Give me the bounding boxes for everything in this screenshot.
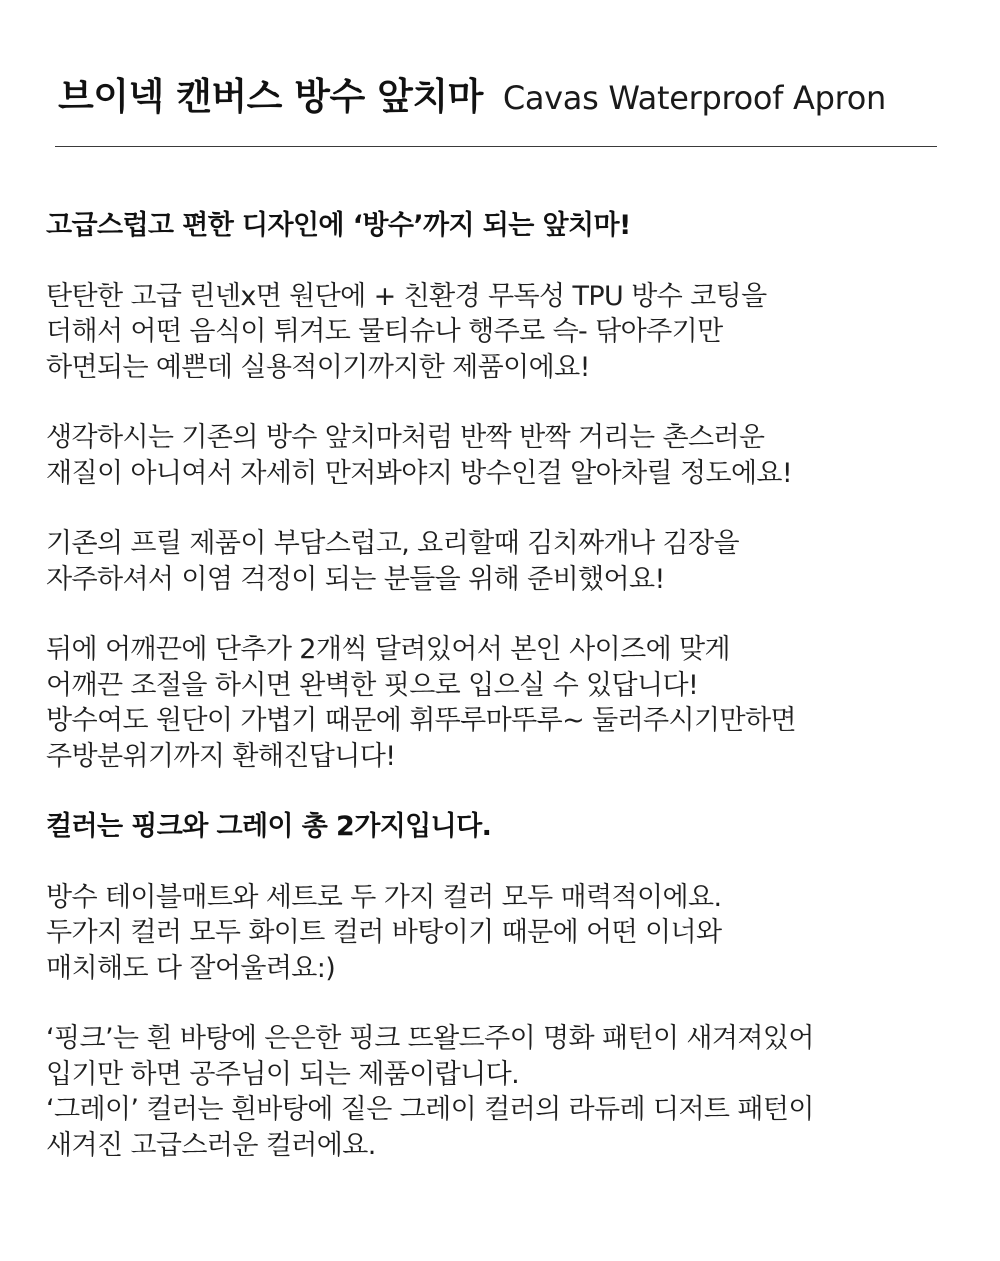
- paragraph-line: 더해서 어떤 음식이 튀겨도 물티슈나 행주로 슥- 닦아주기만: [46, 316, 723, 347]
- description-paragraph: [46, 1021, 956, 1163]
- product-title-korean: 브이넥 캔버스 방수 앞치마: [58, 75, 483, 118]
- paragraph-line: 방수여도 원단이 가볍기 때문에 휘뚜루마뚜루~ 둘러주시기만하면: [46, 705, 796, 736]
- paragraph-line: 탄탄한 고급 린넨x면 원단에 + 친환경 무독성 TPU 방수 코팅을: [46, 280, 767, 312]
- paragraph-line: ‘그레이’ 컬러는 흰바탕에 짙은 그레이 컬러의 라듀레 디저트 패턴이: [46, 1094, 814, 1125]
- description-paragraph: [46, 279, 956, 386]
- paragraph-line: 어깨끈 조절을 하시면 완벽한 핏으로 입으실 수 있답니다!: [46, 669, 699, 701]
- heading-text: 컬러는 핑크와 그레이 총 2가지입니다.: [46, 811, 492, 842]
- section-heading: [46, 809, 956, 845]
- paragraph-line: 주방분위기까지 환해진답니다!: [46, 740, 396, 772]
- paragraph-line: 입기만 하면 공주님이 되는 제품이랍니다.: [46, 1058, 520, 1090]
- description-paragraph: [46, 420, 956, 491]
- description-paragraph: [46, 880, 956, 987]
- heading-text: 고급스럽고 편한 디자인에 ‘방수’까지 되는 앞치마!: [46, 210, 631, 241]
- paragraph-line: 뒤에 어깨끈에 단추가 2개씩 달려있어서 본인 사이즈에 맞게: [46, 634, 731, 665]
- paragraph-line: 하면되는 예쁜데 실용적이기까지한 제품이에요!: [46, 351, 590, 383]
- section-heading: [46, 208, 956, 244]
- page-header: [58, 66, 938, 122]
- paragraph-line: ‘핑크’는 흰 바탕에 은은한 핑크 뜨왈드주이 명화 패턴이 새겨져있어: [46, 1023, 814, 1054]
- paragraph-line: 방수 테이블매트와 세트로 두 가지 컬러 모두 매력적이에요.: [46, 881, 722, 913]
- description-body: [46, 208, 956, 1198]
- paragraph-line: 재질이 아니여서 자세히 만저봐야지 방수인걸 알아차릴 정도에요!: [46, 457, 793, 489]
- paragraph-line: 생각하시는 기존의 방수 앞치마처럼 반짝 반짝 거리는 촌스러운: [46, 422, 765, 453]
- paragraph-line: 매치해도 다 잘어울려요:): [46, 952, 336, 984]
- paragraph-line: 두가지 컬러 모두 화이트 컬러 바탕이기 때문에 어떤 이너와: [46, 917, 722, 948]
- description-paragraph: [46, 632, 956, 774]
- paragraph-line: 새겨진 고급스러운 컬러에요.: [46, 1129, 376, 1161]
- paragraph-line: 기존의 프릴 제품이 부담스럽고, 요리할때 김치짜개나 김장을: [46, 528, 739, 559]
- paragraph-line: 자주하셔서 이염 걱정이 되는 분들을 위해 준비했어요!: [46, 563, 665, 595]
- header-divider: [55, 146, 937, 147]
- product-title-english: Cavas Waterproof Apron: [502, 79, 887, 117]
- description-paragraph: [46, 526, 956, 597]
